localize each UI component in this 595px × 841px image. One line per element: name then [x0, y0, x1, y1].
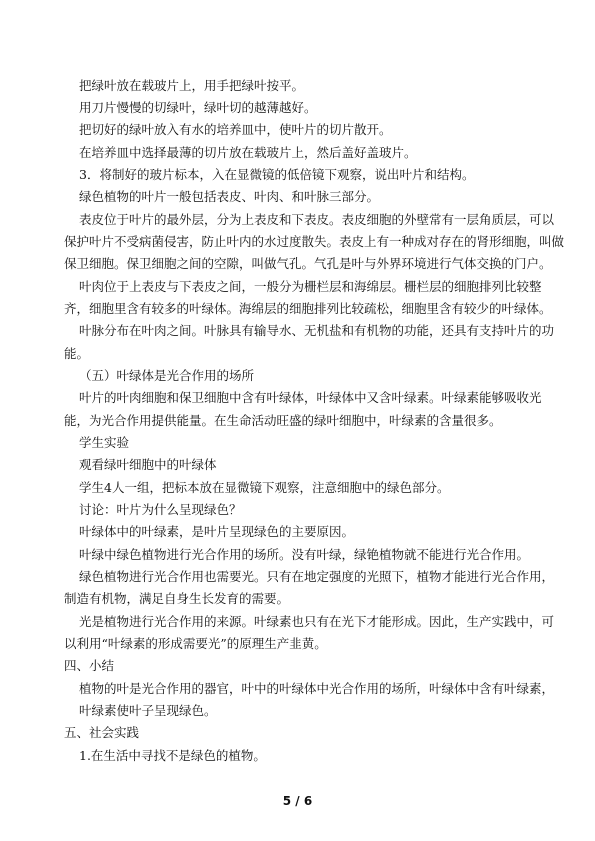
- text-line: 能。: [64, 346, 90, 361]
- text-line: 叶绿素使叶子呈现绿色。: [79, 703, 217, 718]
- section-heading: 五、社会实践: [64, 725, 140, 740]
- text-line: 叶绿中绿色植物进行光合作用的场所。没有叶绿，绿铯植物就不能进行光合作用。: [79, 547, 530, 562]
- text-line: 把切好的绿叶放入有水的培养皿中，使叶片的切片散开。: [79, 122, 392, 137]
- text-line: 学生4人一组，把标本放在显微镜下观察，注意细胞中的绿色部分。: [79, 480, 450, 495]
- text-line: 叶片的叶肉细胞和保卫细胞中含有叶绿体，叶绿体中又含叶绿素。叶绿素能够吸收光: [79, 390, 542, 405]
- text-line: 在培养皿中选择最薄的切片放在载玻片上，然后盖好盖玻片。: [79, 145, 417, 160]
- text-line: 光是植物进行光合作用的来源。叶绿素也只有在光下才能形成。因此，生产实践中，可: [79, 614, 555, 629]
- text-line: 植物的叶是光合作用的器官，叶中的叶绿体中光合作用的场所，叶绿体中含有叶绿素，: [79, 681, 555, 696]
- text-line: 观看绿叶细胞中的叶绿体: [79, 457, 217, 472]
- text-line: 用刀片慢慢的切绿叶，绿叶切的越薄越好。: [79, 100, 317, 115]
- text-line: 叶脉分布在叶肉之间。叶脉具有输导水、无机盐和有机物的功能，还具有支持叶片的功: [79, 323, 555, 338]
- text-line: 3．将制好的玻片标本，入在显微镜的低倍镜下观察，说出叶片和结构。: [79, 167, 475, 182]
- text-line: 1.在生活中寻找不是绿色的植物。: [79, 748, 266, 763]
- text-line: 以利用“叶绿素的形成需要光”的原理生产韭黄。: [64, 636, 327, 651]
- text-line: 保护叶片不受病菌侵害，防止叶内的水过度散失。表皮上有一种成对存在的肾形细胞，叫做: [64, 234, 565, 249]
- page-number: 5 / 6: [282, 794, 313, 808]
- section-heading: （五）叶绿体是光合作用的场所: [79, 368, 255, 383]
- text-line: 制造有机物，满足自身生长发育的需要。: [64, 591, 290, 606]
- text-line: 齐，细胞里含有较多的叶绿体。海绵层的细胞排列比较疏松，细胞里含有较少的叶绿体。: [64, 301, 552, 316]
- text-line: 叶绿体中的叶绿素，是叶片呈现绿色的主要原因。: [79, 524, 355, 539]
- text-line: 表皮位于叶片的最外层，分为上表皮和下表皮。表皮细胞的外壁常有一层角质层，可以: [79, 212, 555, 227]
- text-line: 绿色植物的叶片一般包括表皮、叶肉、和叶脉三部分。: [79, 189, 380, 204]
- text-line: 绿色植物进行光合作用也需要光。只有在地定强度的光照下，植物才能进行光合作用，: [79, 569, 555, 584]
- text-line: 讨论：叶片为什么呈现绿色？: [79, 502, 242, 517]
- text-line: 把绿叶放在载玻片上，用手把绿叶按平。: [79, 78, 305, 93]
- text-line: 学生实验: [79, 435, 130, 450]
- text-line: 能，为光合作用提供能量。在生命活动旺盛的绿叶细胞中，叶绿素的含量很多。: [64, 413, 502, 428]
- text-line: 叶肉位于上表皮与下表皮之间，一般分为栅栏层和海绵层。栅栏层的细胞排列比较整: [79, 279, 542, 294]
- section-heading: 四、小结: [64, 658, 115, 673]
- text-line: 保卫细胞。保卫细胞之间的空隙，叫做气孔。气孔是叶与外界环境进行气体交换的门户。: [64, 256, 552, 271]
